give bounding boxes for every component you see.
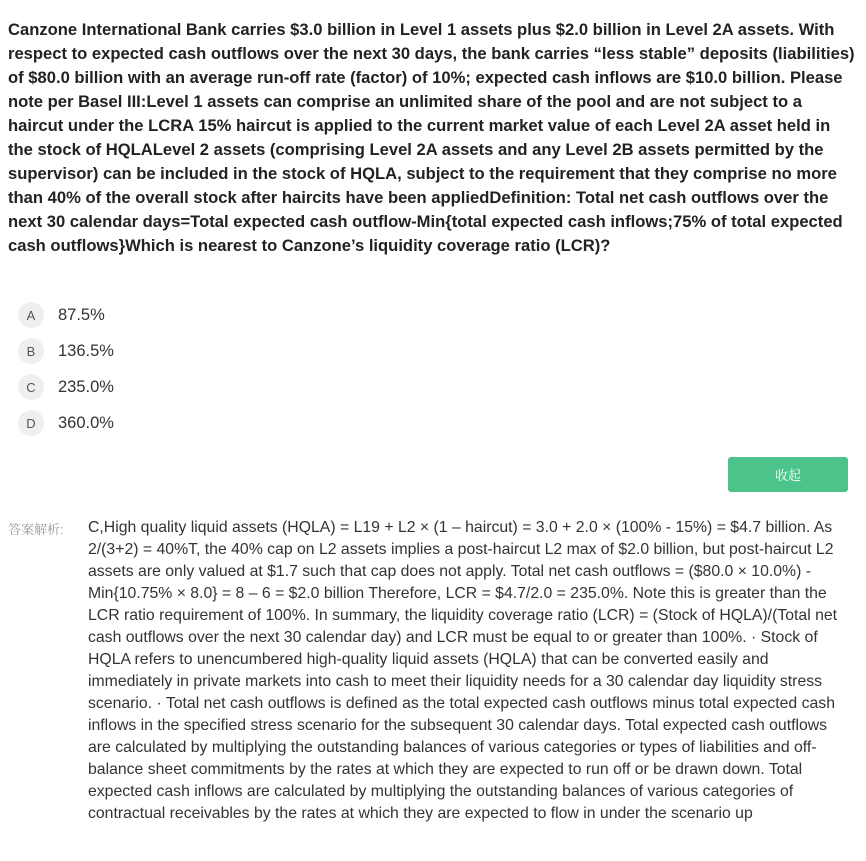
options-list [18,297,114,441]
option-text: 360.0% [58,413,114,432]
option-text: 235.0% [58,377,114,396]
option-letter-badge: C [18,374,44,400]
question-text: Canzone International Bank carries $3.0 billion in Level 1 assets plus $2.0 billion in Level 2A assets. With respect to expected cash outflows over the next 30 days, the bank carries “less stable” deposits (liabilities) of $80.0 billion with an average run-off rate (factor) of 10%; expected cash inflows are $10.0 billion. Please note per Basel III:Level 1 assets can comprise an unlimited share of the pool and are not subject to a haircut under the LCRA 15% haircut is applied to the current market value of each Level 2A asset held in the stock of HQLALevel 2 assets (comprising Level 2A assets and any Level 2B assets permitted by the supervisor) can be included in the stock of HQLA, subject to the requirement that they comprise no more than 40% of the overall stock after haircits have been appliedDefinition: Total net cash outflows over the next 30 calendar days=Total expected cash outflow-Min{total expected cash inflows;75% of total expected cash outflows}Which is nearest to Canzone’s liquidity coverage ratio (LCR)? [8,20,855,255]
analysis-label: 答案解析: [8,522,64,537]
option-a[interactable] [18,297,114,333]
option-letter-badge: A [18,302,44,328]
option-text: 136.5% [58,341,114,360]
option-letter-badge: D [18,410,44,436]
option-d[interactable] [18,405,114,441]
analysis-text: C,High quality liquid assets (HQLA) = L19 + L2 × (1 – haircut) = 3.0 + 2.0 × (100% - 15%) = $4.7 billion. As 2/(3+2) = 40%T, the 40% cap on L2 assets implies a post-haircut L2 max of $2.0 billion, but post-haircut L2 assets are only valued at $1.7 such that cap does not apply. Total net cash outflows = ($80.0 × 10.0%) - Min{10.75% × 8.0} = 8 – 6 = $2.0 billion Therefore, LCR = $4.7/2.0 = 235.0%. Note this is greater than the LCR ratio requirement of 100%. In summary, the liquidity coverage ratio (LCR) = (Stock of HQLA)/(Total net cash outflows over the next 30 calendar day) and LCR must be equal to or greater than 100%. · Stock of HQLA refers to unencumbered high-quality liquid assets (HQLA) that can be converted easily and immediately in private markets into cash to meet their liquidity needs for a 30 calendar day liquidity stress scenario. · Total net cash outflows is defined as the total expected cash outflows minus total expected cash inflows in the specified stress scenario for the subsequent 30 calendar days. Total expected cash outflows are calculated by multiplying the outstanding balances of various categories or types of liabilities and off-balance sheet commitments by the rates at which they are expected to run off or be drawn down. Total expected cash inflows are calculated by multiplying the outstanding balances of various categories of contractual receivables by the rates at which they are expected to flow in under the scenario up [88,519,838,822]
option-b[interactable] [18,333,114,369]
option-c[interactable] [18,369,114,405]
option-letter-badge: B [18,338,44,364]
collapse-button[interactable]: 收起 [728,457,848,492]
option-text: 87.5% [58,305,105,324]
